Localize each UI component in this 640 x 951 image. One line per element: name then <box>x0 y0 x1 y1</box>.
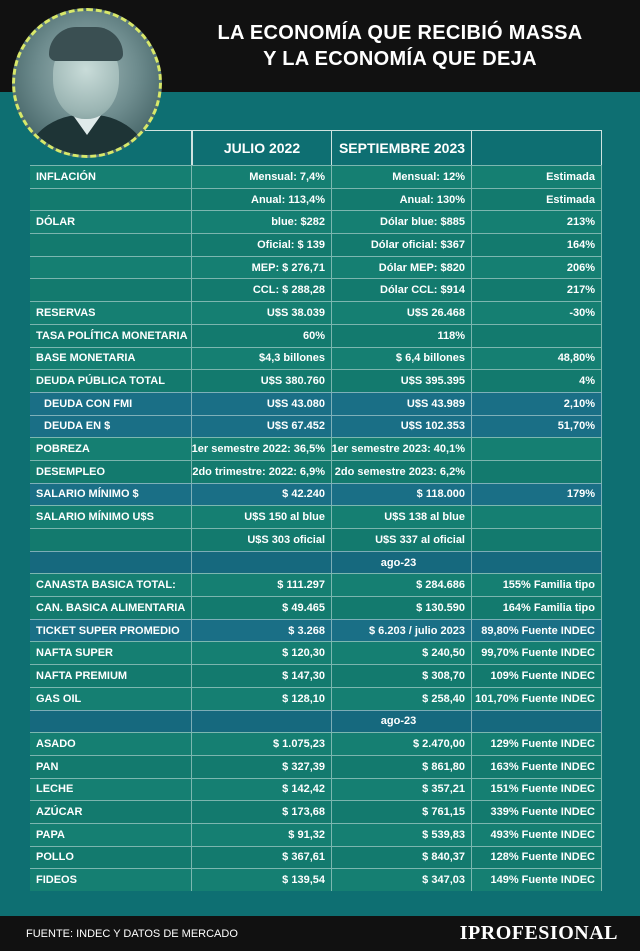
table-row <box>30 619 602 642</box>
value-julio-2022: $ 367,61 <box>192 847 332 869</box>
row-label: ASADO <box>30 733 192 755</box>
header-julio-2022: JULIO 2022 <box>192 131 332 165</box>
value-septiembre-2023: Dólar oficial: $367 <box>332 234 472 256</box>
value-julio-2022: $ 128,10 <box>192 688 332 710</box>
value-septiembre-2023: Dólar MEP: $820 <box>332 257 472 279</box>
value-variation: 129% Fuente INDEC <box>472 733 602 755</box>
table-row <box>30 573 602 596</box>
title-line-1: LA ECONOMÍA QUE RECIBIÓ MASSA <box>217 22 583 44</box>
value-septiembre-2023: Dólar CCL: $914 <box>332 279 472 301</box>
value-variation: 149% Fuente INDEC <box>472 869 602 891</box>
row-label: DEUDA CON FMI <box>30 393 192 415</box>
value-septiembre-2023: $ 761,15 <box>332 801 472 823</box>
table-row <box>30 278 602 301</box>
table-row <box>30 437 602 460</box>
value-julio-2022: $ 1.075,23 <box>192 733 332 755</box>
value-julio-2022: U$S 380.760 <box>192 370 332 392</box>
value-septiembre-2023: $ 118.000 <box>332 484 472 506</box>
row-label: POLLO <box>30 847 192 869</box>
row-label: DEUDA EN $ <box>30 416 192 438</box>
portrait-photo <box>12 8 162 158</box>
table-row <box>30 210 602 233</box>
value-variation: 151% Fuente INDEC <box>472 779 602 801</box>
value-variation: 51,70% <box>472 416 602 438</box>
value-variation <box>472 506 602 528</box>
table-body <box>30 165 602 891</box>
value-variation: 109% Fuente INDEC <box>472 665 602 687</box>
value-variation: 339% Fuente INDEC <box>472 801 602 823</box>
value-variation <box>472 529 602 551</box>
value-septiembre-2023: U$S 395.395 <box>332 370 472 392</box>
table-row <box>30 687 602 710</box>
header-septiembre-2023: SEPTIEMBRE 2023 <box>332 131 472 165</box>
value-variation <box>472 438 602 460</box>
value-septiembre-2023: Anual: 130% <box>332 189 472 211</box>
row-label <box>30 234 192 256</box>
value-septiembre-2023: $ 6.203 / julio 2023 <box>332 620 472 642</box>
value-variation: Estimada <box>472 166 602 188</box>
value-septiembre-2023: $ 284.686 <box>332 574 472 596</box>
row-label: FIDEOS <box>30 869 192 891</box>
value-septiembre-2023: Dólar blue: $885 <box>332 211 472 233</box>
row-label <box>30 711 192 733</box>
row-label: NAFTA PREMIUM <box>30 665 192 687</box>
value-septiembre-2023: $ 347,03 <box>332 869 472 891</box>
header-variation <box>472 131 602 165</box>
value-julio-2022: $ 120,30 <box>192 642 332 664</box>
value-septiembre-2023: ago-23 <box>332 711 472 733</box>
table-row <box>30 664 602 687</box>
value-julio-2022: blue: $282 <box>192 211 332 233</box>
value-variation <box>472 552 602 574</box>
value-septiembre-2023: U$S 43.989 <box>332 393 472 415</box>
table-row <box>30 188 602 211</box>
value-julio-2022: $ 147,30 <box>192 665 332 687</box>
comparison-table <box>30 130 602 891</box>
table-row <box>30 868 602 891</box>
table-row <box>30 710 602 733</box>
row-label: DESEMPLEO <box>30 461 192 483</box>
value-julio-2022 <box>192 552 332 574</box>
footer-source: FUENTE: INDEC Y DATOS DE MERCADO <box>26 928 238 940</box>
value-variation: 155% Familia tipo <box>472 574 602 596</box>
value-variation: 493% Fuente INDEC <box>472 824 602 846</box>
row-label: BASE MONETARIA <box>30 348 192 370</box>
row-label: DÓLAR <box>30 211 192 233</box>
value-julio-2022: $ 173,68 <box>192 801 332 823</box>
value-variation <box>472 711 602 733</box>
value-variation: 99,70% Fuente INDEC <box>472 642 602 664</box>
value-septiembre-2023: ago-23 <box>332 552 472 574</box>
table-row <box>30 755 602 778</box>
value-julio-2022: Oficial: $ 139 <box>192 234 332 256</box>
table-row <box>30 505 602 528</box>
portrait-hair <box>49 27 123 61</box>
row-label: SALARIO MÍNIMO U$S <box>30 506 192 528</box>
row-label: LECHE <box>30 779 192 801</box>
value-julio-2022: $ 3.268 <box>192 620 332 642</box>
row-label: RESERVAS <box>30 302 192 324</box>
table-row <box>30 823 602 846</box>
row-label: INFLACIÓN <box>30 166 192 188</box>
value-septiembre-2023: Mensual: 12% <box>332 166 472 188</box>
value-variation: 89,80% Fuente INDEC <box>472 620 602 642</box>
value-variation: 164% Familia tipo <box>472 597 602 619</box>
table-row <box>30 846 602 869</box>
value-julio-2022: 1er semestre 2022: 36,5% <box>192 438 332 460</box>
brand-logo: IPROFESIONAL <box>459 922 618 944</box>
row-label: PAPA <box>30 824 192 846</box>
table-row <box>30 528 602 551</box>
value-julio-2022: Anual: 113,4% <box>192 189 332 211</box>
value-variation: 2,10% <box>472 393 602 415</box>
value-julio-2022: 2do trimestre: 2022: 6,9% <box>192 461 332 483</box>
title-line-2: Y LA ECONOMÍA QUE DEJA <box>263 48 537 70</box>
value-septiembre-2023: U$S 337 al oficial <box>332 529 472 551</box>
value-variation: 101,70% Fuente INDEC <box>472 688 602 710</box>
value-septiembre-2023: U$S 102.353 <box>332 416 472 438</box>
value-variation: -30% <box>472 302 602 324</box>
table-row <box>30 233 602 256</box>
row-label: TASA POLÍTICA MONETARIA <box>30 325 192 347</box>
row-label: NAFTA SUPER <box>30 642 192 664</box>
value-variation: 163% Fuente INDEC <box>472 756 602 778</box>
footer-bar <box>0 916 640 951</box>
row-label <box>30 189 192 211</box>
row-label: AZÚCAR <box>30 801 192 823</box>
value-julio-2022: $ 142,42 <box>192 779 332 801</box>
table-row <box>30 483 602 506</box>
value-julio-2022: $ 111.297 <box>192 574 332 596</box>
value-septiembre-2023: $ 539,83 <box>332 824 472 846</box>
value-julio-2022: $ 327,39 <box>192 756 332 778</box>
row-label: TICKET SUPER PROMEDIO <box>30 620 192 642</box>
row-label: POBREZA <box>30 438 192 460</box>
value-variation: 164% <box>472 234 602 256</box>
value-septiembre-2023: $ 357,21 <box>332 779 472 801</box>
row-label: CANASTA BASICA TOTAL: <box>30 574 192 596</box>
value-septiembre-2023: $ 258,40 <box>332 688 472 710</box>
row-label: DEUDA PÚBLICA TOTAL <box>30 370 192 392</box>
table-row <box>30 347 602 370</box>
row-label: CAN. BASICA ALIMENTARIA <box>30 597 192 619</box>
table-row <box>30 369 602 392</box>
value-julio-2022: U$S 67.452 <box>192 416 332 438</box>
table-row <box>30 551 602 574</box>
table-row <box>30 596 602 619</box>
value-variation: 213% <box>472 211 602 233</box>
table-row <box>30 460 602 483</box>
value-septiembre-2023: $ 130.590 <box>332 597 472 619</box>
table-row <box>30 256 602 279</box>
table-row <box>30 641 602 664</box>
row-label: GAS OIL <box>30 688 192 710</box>
table-row <box>30 732 602 755</box>
table-row <box>30 800 602 823</box>
value-variation: Estimada <box>472 189 602 211</box>
value-variation: 206% <box>472 257 602 279</box>
row-label <box>30 529 192 551</box>
row-label: SALARIO MÍNIMO $ <box>30 484 192 506</box>
table-row <box>30 301 602 324</box>
value-septiembre-2023: 2do semestre 2023: 6,2% <box>332 461 472 483</box>
value-variation: 128% Fuente INDEC <box>472 847 602 869</box>
value-julio-2022: $ 91,32 <box>192 824 332 846</box>
value-septiembre-2023: U$S 138 al blue <box>332 506 472 528</box>
table-row <box>30 392 602 415</box>
value-variation: 4% <box>472 370 602 392</box>
value-julio-2022: U$S 303 oficial <box>192 529 332 551</box>
value-septiembre-2023: 1er semestre 2023: 40,1% <box>332 438 472 460</box>
table-row <box>30 324 602 347</box>
value-julio-2022: $ 42.240 <box>192 484 332 506</box>
value-variation: 48,80% <box>472 348 602 370</box>
value-septiembre-2023: $ 6,4 billones <box>332 348 472 370</box>
table-row <box>30 415 602 438</box>
value-variation <box>472 325 602 347</box>
value-julio-2022 <box>192 711 332 733</box>
value-julio-2022: U$S 38.039 <box>192 302 332 324</box>
value-julio-2022: U$S 43.080 <box>192 393 332 415</box>
value-septiembre-2023: $ 861,80 <box>332 756 472 778</box>
row-label <box>30 552 192 574</box>
value-septiembre-2023: 118% <box>332 325 472 347</box>
value-septiembre-2023: $ 240,50 <box>332 642 472 664</box>
value-variation: 217% <box>472 279 602 301</box>
value-septiembre-2023: $ 2.470,00 <box>332 733 472 755</box>
value-julio-2022: 60% <box>192 325 332 347</box>
value-septiembre-2023: U$S 26.468 <box>332 302 472 324</box>
value-julio-2022: Mensual: 7,4% <box>192 166 332 188</box>
value-septiembre-2023: $ 840,37 <box>332 847 472 869</box>
value-julio-2022: MEP: $ 276,71 <box>192 257 332 279</box>
value-septiembre-2023: $ 308,70 <box>332 665 472 687</box>
value-julio-2022: U$S 150 al blue <box>192 506 332 528</box>
value-julio-2022: $ 139,54 <box>192 869 332 891</box>
value-julio-2022: CCL: $ 288,28 <box>192 279 332 301</box>
value-julio-2022: $ 49.465 <box>192 597 332 619</box>
table-row <box>30 778 602 801</box>
row-label <box>30 257 192 279</box>
row-label <box>30 279 192 301</box>
table-row <box>30 165 602 188</box>
value-variation: 179% <box>472 484 602 506</box>
value-julio-2022: $4,3 billones <box>192 348 332 370</box>
value-variation <box>472 461 602 483</box>
row-label: PAN <box>30 756 192 778</box>
